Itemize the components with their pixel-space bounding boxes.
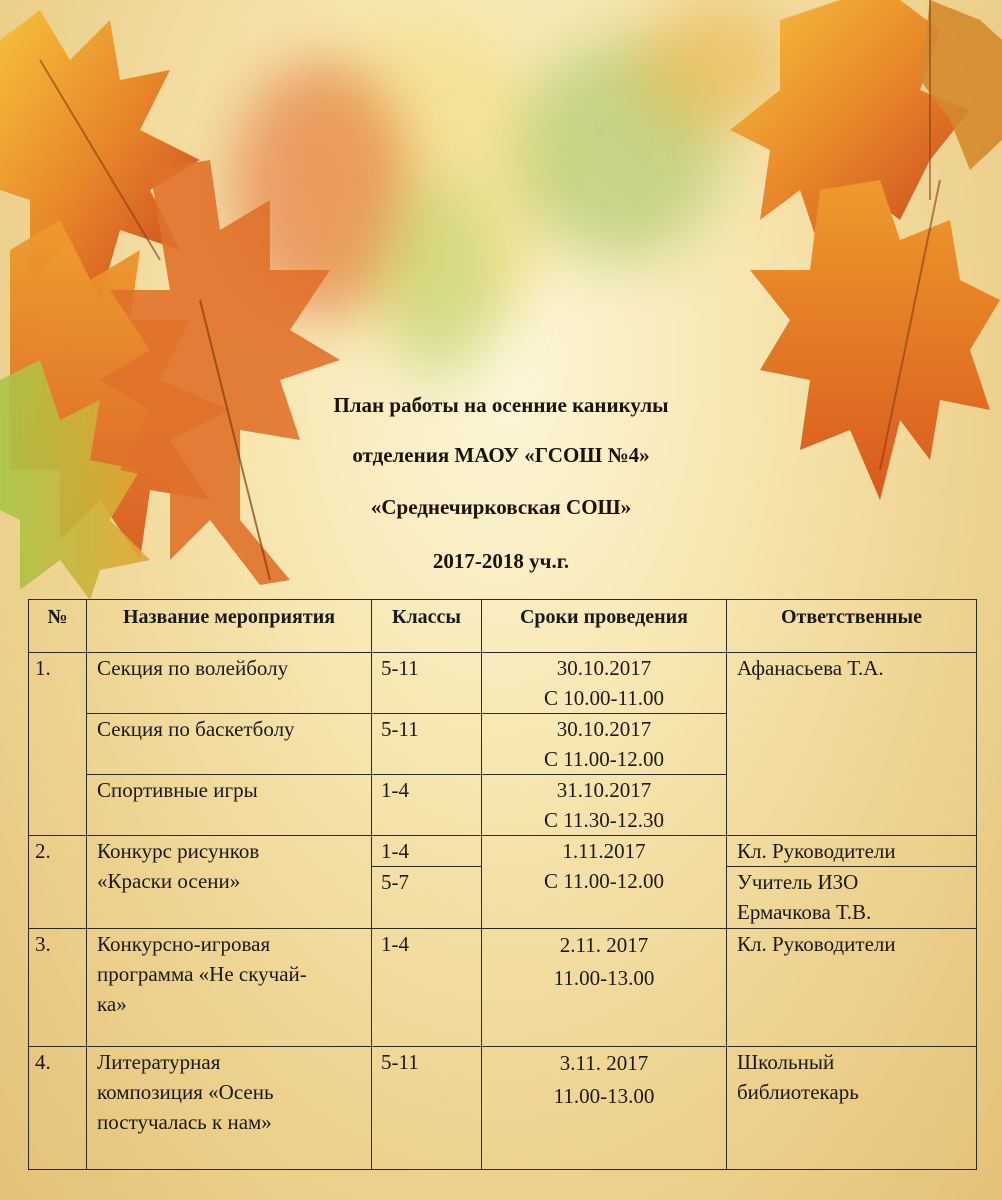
event-date: 1.11.2017 xyxy=(562,839,646,863)
event-dates xyxy=(482,836,727,929)
event-responsible: Кл. Руководители xyxy=(727,929,977,1047)
event-classes: 5-11 xyxy=(372,714,482,775)
event-date: 31.10.2017 xyxy=(556,778,652,802)
event-name xyxy=(87,929,372,1047)
event-date: 2.11. 2017 xyxy=(559,933,649,957)
event-dates xyxy=(482,1047,727,1170)
event-time: С 11.30-12.30 xyxy=(544,808,664,832)
plan-title-line3: «Среднечирковская СОШ» xyxy=(370,495,632,519)
event-name-line: Литературная xyxy=(97,1050,221,1074)
column-header-name: Название мероприятия xyxy=(87,600,372,653)
table-header-row xyxy=(29,600,977,653)
table-row xyxy=(29,1047,977,1170)
event-time: С 11.00-12.00 xyxy=(544,869,664,893)
row-number: 2. xyxy=(29,836,87,929)
event-classes: 5-7 xyxy=(372,867,482,929)
event-dates xyxy=(482,653,727,714)
event-name xyxy=(87,836,372,929)
event-date: 3.11. 2017 xyxy=(559,1051,649,1075)
column-header-classes: Классы xyxy=(372,600,482,653)
event-name: Спортивные игры xyxy=(87,775,372,836)
event-dates xyxy=(482,929,727,1047)
event-name-line: Конкурсно-игровая xyxy=(97,932,271,956)
event-dates xyxy=(482,775,727,836)
event-time: 11.00-13.00 xyxy=(553,966,655,990)
event-name-line: Конкурс рисунков xyxy=(97,839,260,863)
column-header-num: № xyxy=(29,600,87,653)
row-number: 3. xyxy=(29,929,87,1047)
event-name-line: постучалась к нам» xyxy=(97,1110,272,1134)
event-responsible: Афанасьева Т.А. xyxy=(727,653,977,836)
event-name-line: композиция «Осень xyxy=(97,1080,274,1104)
event-name: Секция по баскетболу xyxy=(87,714,372,775)
table-row xyxy=(29,929,977,1047)
event-date: 30.10.2017 xyxy=(556,656,652,680)
event-date: 30.10.2017 xyxy=(556,717,652,741)
table-row xyxy=(29,653,977,714)
event-time: С 10.00-11.00 xyxy=(544,686,664,710)
plan-title-line1: План работы на осенние каникулы xyxy=(333,393,669,417)
responsible-line: библиотекарь xyxy=(737,1080,859,1104)
event-dates xyxy=(482,714,727,775)
event-time: С 11.00-12.00 xyxy=(544,747,664,771)
row-number: 4. xyxy=(29,1047,87,1170)
event-time: 11.00-13.00 xyxy=(553,1084,655,1108)
column-header-responsible: Ответственные xyxy=(727,600,977,653)
responsible-line: Школьный xyxy=(737,1050,835,1074)
event-classes: 1-4 xyxy=(372,929,482,1047)
event-name: Секция по волейболу xyxy=(87,653,372,714)
event-classes: 1-4 xyxy=(372,836,482,867)
responsible-line: Ермачкова Т.В. xyxy=(737,900,872,924)
event-responsible xyxy=(727,867,977,929)
row-number: 1. xyxy=(29,653,87,836)
event-name-line: «Краски осени» xyxy=(97,869,241,893)
table-row xyxy=(29,836,977,867)
event-classes: 5-11 xyxy=(372,1047,482,1170)
event-classes: 1-4 xyxy=(372,775,482,836)
responsible-line: Учитель ИЗО xyxy=(737,870,859,894)
events-table xyxy=(28,599,977,1170)
event-name-line: ка» xyxy=(97,992,127,1016)
column-header-dates: Сроки проведения xyxy=(482,600,727,653)
event-responsible xyxy=(727,1047,977,1170)
event-responsible: Кл. Руководители xyxy=(727,836,977,867)
event-name-line: программа «Не скучай- xyxy=(97,962,307,986)
event-name xyxy=(87,1047,372,1170)
plan-title-year: 2017-2018 уч.г. xyxy=(432,549,570,573)
event-classes: 5-11 xyxy=(372,653,482,714)
plan-title-line2: отделения МАОУ «ГСОШ №4» xyxy=(352,443,650,467)
